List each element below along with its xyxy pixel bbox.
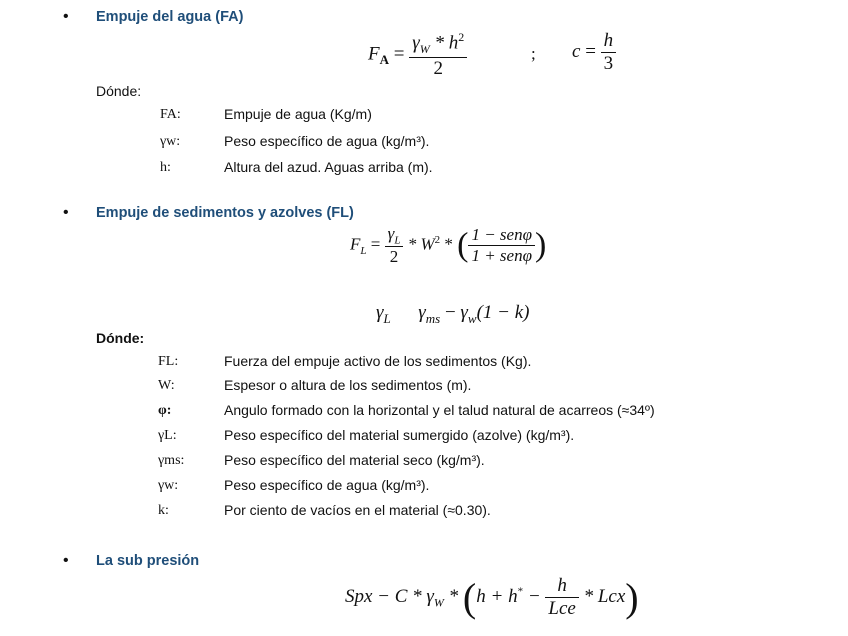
bullet-water: •: [63, 8, 69, 25]
formula-sediment-force: $F_L$ = $\frac{\gamma_L}{2}$ * $W^2$ * ( $\frac{\text{1 − senφ}}{\text{1 + senφ}}$ ): [350, 224, 547, 267]
sen-phi-denominator: 1 + senφ: [471, 246, 532, 266]
desc-fl: Fuerza del empuje activo de los sedimentos (Kg).: [224, 353, 532, 369]
gamma-ms-symbol: γ: [418, 302, 426, 323]
heading-sediment: Empuje de sedimentos y azolves (FL): [96, 205, 354, 221]
fl-symbol: F: [350, 234, 361, 254]
desc-phi: Angulo formado con la horizontal y el talud natural de acarreos (≈34º): [224, 402, 655, 418]
gamma-l-sub: L: [394, 234, 401, 247]
donde-label-water: Dónde:: [96, 83, 142, 99]
gamma-l-lhs-sub: L: [383, 310, 391, 326]
formula-c: c = $\frac{h}{3}$: [572, 30, 616, 75]
num-exponent: 2: [458, 30, 465, 44]
formula-lhs: F: [368, 43, 380, 65]
h-numerator: h: [545, 575, 578, 598]
term-fl: FL:: [158, 354, 179, 369]
desc-k: Por ciento de vacíos en el material (≈0.30).: [224, 502, 491, 518]
paren-open: (: [457, 226, 469, 264]
w-term: * W: [407, 234, 435, 254]
gamma-w-symbol: γ: [460, 302, 468, 323]
w-exponent: 2: [434, 233, 441, 246]
term-gamma-l: γL:: [158, 428, 177, 443]
donde-label-sediment: Dónde:: [96, 330, 145, 346]
gamma-symbol: γ: [412, 32, 420, 54]
desc-w: Espesor o altura de los sedimentos (m).: [224, 377, 472, 393]
desc-fa: Empuje de agua (Kg/m): [224, 106, 372, 122]
c-numerator: h: [601, 30, 617, 53]
formula-water-force: $F_A$ = $\frac{\gamma_W * h^2}{2}$: [368, 30, 467, 80]
term-phi: φ:: [158, 403, 172, 418]
paren-close: ): [534, 226, 547, 264]
fraction-gamma-l-half: [385, 224, 404, 267]
term-gamma-w-2: γw:: [158, 478, 179, 493]
sen-phi-numerator: 1 − senφ: [468, 225, 535, 246]
h-star: *: [517, 585, 524, 598]
half-denominator: 2: [389, 247, 399, 267]
gamma-w-sub: w: [467, 310, 477, 326]
paren-open-sub: (: [462, 575, 477, 620]
term-fa: FA:: [160, 107, 181, 122]
spx-multiply: *: [443, 585, 463, 607]
term-k: k:: [158, 503, 169, 518]
term-w: W:: [158, 378, 175, 393]
formula-lhs-sub: A: [379, 52, 389, 68]
heading-subpressure: La sub presión: [96, 553, 200, 569]
desc-gamma-ms: Peso específico del material seco (kg/m³).: [224, 452, 485, 468]
bullet-subpressure: •: [63, 552, 69, 569]
num-rest: * h: [429, 32, 459, 54]
formula-gamma-l: [376, 302, 530, 327]
desc-h: Altura del azud. Aguas arriba (m).: [224, 159, 433, 175]
spx-lhs: Spx − C * γ: [345, 585, 434, 607]
term-gamma-w: γw:: [160, 134, 181, 149]
inner-h-terms: h + h: [476, 585, 518, 607]
gamma-sub: W: [419, 42, 430, 57]
spx-gamma-sub: W: [433, 595, 444, 610]
desc-gamma-w-2: Peso específico de agua (kg/m³).: [224, 477, 430, 493]
formula-separator: ;: [531, 44, 536, 63]
fraction-denominator: 2: [433, 58, 443, 80]
inner-minus: −: [523, 585, 546, 607]
fraction-water: [409, 30, 467, 80]
fl-sub: L: [360, 245, 367, 257]
bullet-sediment: •: [63, 204, 69, 221]
gamma-l-symbol: γ: [387, 224, 395, 243]
lcx-term: * Lcx: [578, 585, 626, 607]
multiply-sign: *: [444, 234, 453, 254]
lce-denominator: Lce: [548, 598, 576, 619]
minus-sign: −: [444, 302, 456, 323]
desc-gamma-w: Peso específico de agua (kg/m³).: [224, 133, 430, 149]
term-h: h:: [160, 160, 171, 175]
fraction-h-lce: [545, 575, 578, 620]
c-symbol: c: [572, 40, 581, 62]
gamma-ms-sub: ms: [425, 310, 441, 326]
fraction-c: [601, 30, 617, 75]
fraction-sen-phi: [468, 225, 535, 266]
term-gamma-ms: γms:: [158, 453, 185, 468]
gamma-tail: (1 − k): [476, 302, 530, 323]
gamma-l-lhs: γ: [376, 302, 384, 323]
desc-gamma-l: Peso específico del material sumergido (azolve) (kg/m³).: [224, 427, 575, 443]
c-denominator: 3: [603, 53, 614, 74]
heading-water: Empuje del agua (FA): [96, 9, 244, 25]
formula-subpressure: [345, 574, 639, 621]
paren-close-sub: ): [625, 575, 639, 620]
